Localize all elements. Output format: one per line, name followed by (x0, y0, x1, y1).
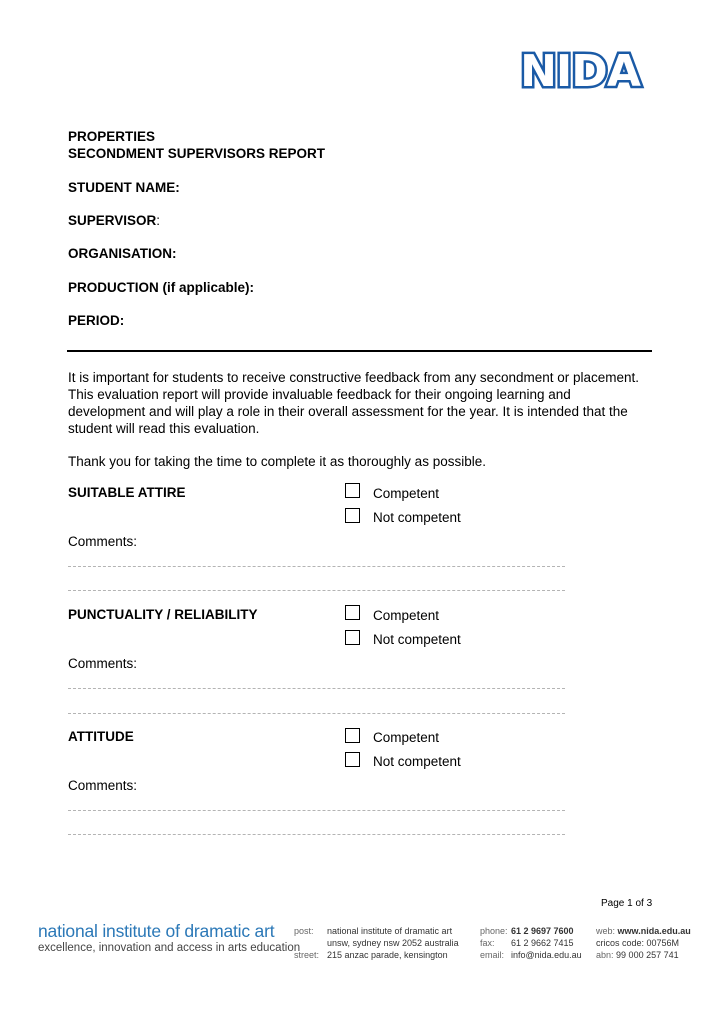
comments-label: Comments: (68, 534, 138, 549)
competent-label: Competent (373, 608, 440, 623)
footer-address: post: street: (294, 926, 320, 960)
header-divider (67, 350, 652, 352)
competent-checkbox[interactable] (345, 605, 360, 620)
comment-line[interactable] (68, 834, 565, 835)
thanks-text: Thank you for taking the time to complete it as thoroughly as possible. (68, 454, 486, 469)
competent-checkbox[interactable] (345, 728, 360, 743)
comment-line[interactable] (68, 590, 565, 591)
not-competent-checkbox[interactable] (345, 630, 360, 645)
organisation-label: ORGANISATION: (68, 246, 177, 261)
student-name-label: STUDENT NAME: (68, 180, 180, 195)
page-number: Page 1 of 3 (601, 898, 653, 909)
footer-fax: 61 2 9662 7415 (511, 938, 574, 948)
svg-text:NIDA: NIDA (520, 46, 640, 94)
section-title: ATTITUDE (68, 729, 134, 744)
section-title: SUITABLE ATTIRE (68, 485, 186, 500)
comment-line[interactable] (68, 713, 565, 714)
footer-address-values: national institute of dramatic art unsw, sydney nsw 2052 australia 215 anzac parade, kensington (327, 926, 459, 960)
production-label: PRODUCTION (if applicable): (68, 280, 255, 295)
competent-checkbox[interactable] (345, 483, 360, 498)
footer-web-info: web: www.nida.edu.au cricos code: 00756M abn: 99 000 257 741 (596, 926, 691, 960)
footer-tagline: excellence, innovation and access in arts education (38, 942, 301, 954)
footer-web-link[interactable]: www.nida.edu.au (617, 926, 691, 936)
comment-line[interactable] (68, 688, 565, 689)
footer-phone: 61 2 9697 7600 (511, 926, 574, 936)
footer-contact-values (511, 925, 582, 961)
not-competent-label: Not competent (373, 510, 461, 525)
comments-label: Comments: (68, 778, 138, 793)
competent-label: Competent (373, 486, 440, 501)
footer-org-name: national institute of dramatic art (38, 921, 275, 941)
comment-line[interactable] (68, 810, 565, 811)
supervisor-label: SUPERVISOR: (68, 213, 161, 228)
comments-label: Comments: (68, 656, 138, 671)
not-competent-checkbox[interactable] (345, 752, 360, 767)
section-title: PUNCTUALITY / RELIABILITY (68, 607, 258, 622)
footer-email-link[interactable]: info@nida.edu.au (511, 950, 582, 960)
intro-paragraph: It is important for students to receive constructive feedback from any secondment or placement. This evaluation report will provide invaluable feedback for their ongoing learning and development and will play a role in their overall assessment for the year. It is intended that the student will read this evaluation. (68, 370, 640, 436)
nida-logo (511, 46, 649, 94)
form-title: SECONDMENT SUPERVISORS REPORT (68, 146, 326, 161)
not-competent-checkbox[interactable] (345, 508, 360, 523)
not-competent-label: Not competent (373, 754, 461, 769)
footer-contact-labels: phone: fax: email: (480, 926, 508, 960)
period-label: PERIOD: (68, 313, 125, 328)
form-category: PROPERTIES (68, 129, 156, 144)
not-competent-label: Not competent (373, 632, 461, 647)
competent-label: Competent (373, 730, 440, 745)
comment-line[interactable] (68, 566, 565, 567)
